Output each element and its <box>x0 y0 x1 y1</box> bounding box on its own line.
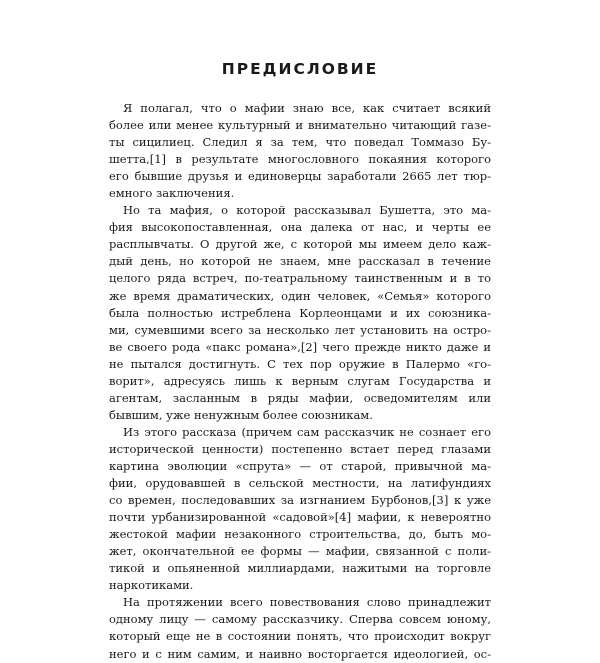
text-line: агентам, засланным в ряды мафии, осведомителям или <box>109 390 491 405</box>
text-line: тикой и опьяненной миллиардами, нажитыми на торговле <box>109 561 491 576</box>
text-line: жестокой мафии незаконного строительства, до, быть мо- <box>109 527 491 542</box>
text-line: который еще не в состоянии понять, что происходит вокруг <box>109 629 491 644</box>
text-line: Но та мафия, о которой рассказывал Бушетта, это ма- <box>123 203 491 218</box>
body-text <box>109 100 491 663</box>
text-line: него и с ним самим, и наивно восторгается идеологией, ос- <box>109 646 491 661</box>
text-line: со времен, последовавших за изгнанием Бурбонов,[3] к уже <box>109 493 491 508</box>
text-line: жет, окончательной ее формы — мафии, связанной с поли- <box>109 544 491 559</box>
text-line: фии, орудовавшей в сельской местности, на латифундиях <box>109 476 491 491</box>
text-line: фия высокопоставленная, она далека от нас, и черты ее <box>109 220 491 235</box>
text-line: его бывшие друзья и единоверцы заработали 2665 лет тюр- <box>109 169 491 184</box>
text-line: картина эволюции «спрута» — от старой, привычной ма- <box>109 458 491 473</box>
text-line: дый день, но которой не знаем, мне рассказал в течение <box>109 254 491 269</box>
text-line: Я полагал, что о мафии знаю все, как считает всякий <box>123 101 491 115</box>
page-title: ПРЕДИСЛОВИЕ <box>221 60 379 78</box>
text-line: Из этого рассказа (причем сам рассказчик не сознает его <box>123 424 491 439</box>
text-line: целого ряда встреч, по-театральному таинственным и в то <box>109 271 491 286</box>
text-line: ми, сумевшими всего за несколько лет установить на остро- <box>109 322 491 337</box>
text-line: одному лицу — самому рассказчику. Сперва совсем юному, <box>109 612 491 627</box>
text-line: бывшим, уже ненужным более союзникам. <box>109 407 373 422</box>
text-line: была полностью истреблена Корлеонцами и их союзника- <box>109 305 491 320</box>
text-line: ворит», адресуясь лишь к верным слугам Государства и <box>109 373 491 388</box>
text-line: более или менее культурный и внимательно читающий газе- <box>109 118 491 133</box>
text-line: же время драматических, один человек, «Семья» которого <box>109 288 491 303</box>
text-line: емного заключения. <box>109 186 235 201</box>
text-line: ве своего рода «пакс романа»,[2] чего прежде никто даже и <box>109 339 491 354</box>
text-line: наркотиками. <box>109 578 194 593</box>
text-line: исторической ценности) постепенно встает перед глазами <box>109 441 491 456</box>
text-line: шетта,[1] в результате многословного покаяния которого <box>109 152 491 167</box>
text-line: не пытался достигнуть. С тех пор оружие в Палермо «го- <box>109 356 491 371</box>
text-line: почти урбанизированной «садовой»[4] мафии, к невероятно <box>109 510 491 525</box>
text-line: ты сицилиец. Следил я за тем, что поведал Томмазо Бу- <box>109 135 491 150</box>
text-line: На протяжении всего повествования слово принадлежит <box>123 595 491 610</box>
text-line: расплывчаты. О другой же, с которой мы имеем дело каж- <box>109 237 491 252</box>
